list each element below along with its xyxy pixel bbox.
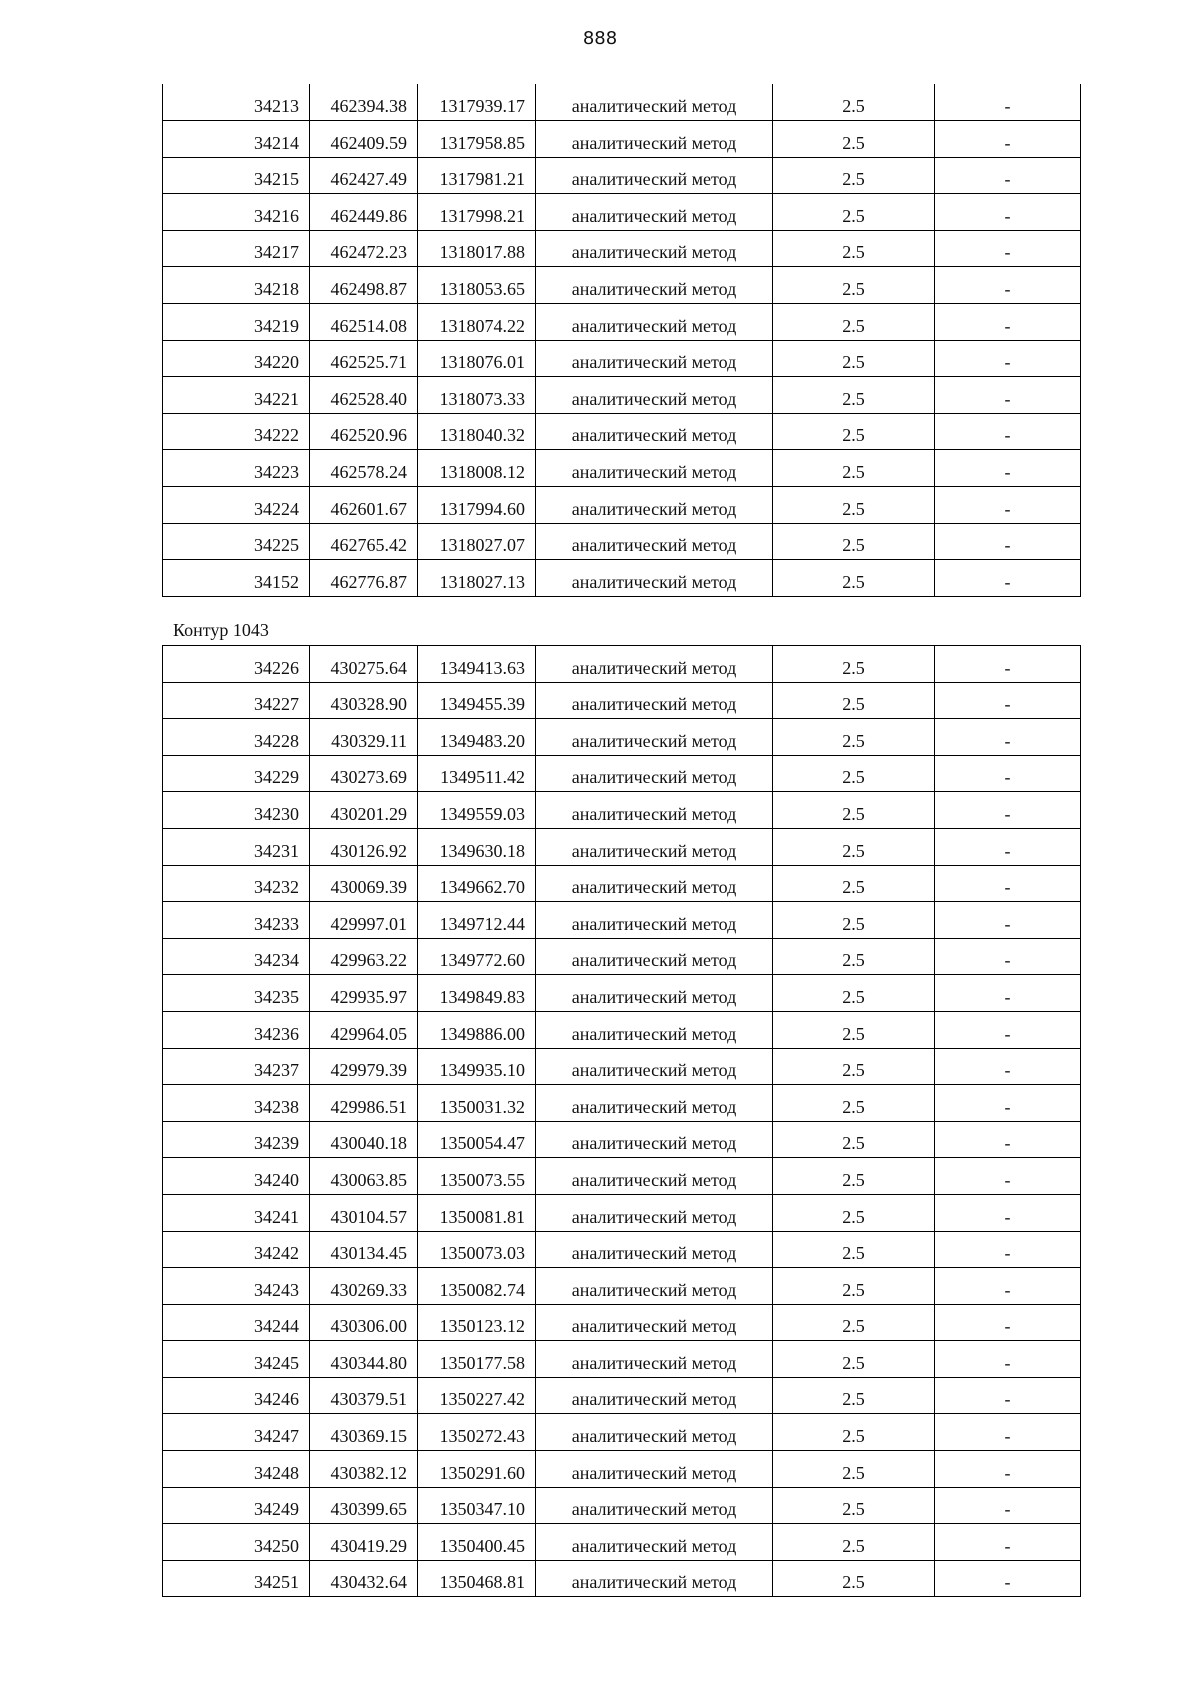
y-coordinate-cell: 1350227.42 — [418, 1377, 536, 1414]
point-number-cell: 34236 — [163, 1011, 310, 1048]
x-coordinate-cell: 430432.64 — [310, 1560, 418, 1597]
method-cell: аналитический метод — [536, 1414, 773, 1451]
method-cell: аналитический метод — [536, 1011, 773, 1048]
point-number-cell: 34238 — [163, 1085, 310, 1122]
method-cell: аналитический метод — [536, 792, 773, 829]
coordinates-table-body — [163, 84, 1081, 596]
x-coordinate-cell: 430273.69 — [310, 755, 418, 792]
method-cell: аналитический метод — [536, 682, 773, 719]
point-number-cell: 34222 — [163, 413, 310, 450]
page-number: 888 — [582, 28, 618, 49]
table-row — [163, 560, 1081, 597]
point-number-cell: 34247 — [163, 1414, 310, 1451]
table-row — [163, 902, 1081, 939]
table-row — [163, 646, 1081, 683]
table-row — [163, 121, 1081, 158]
method-cell: аналитический метод — [536, 560, 773, 597]
description-cell: - — [935, 1268, 1081, 1305]
accuracy-cell: 2.5 — [773, 755, 935, 792]
y-coordinate-cell: 1349511.42 — [418, 755, 536, 792]
description-cell: - — [935, 865, 1081, 902]
y-coordinate-cell: 1317981.21 — [418, 157, 536, 194]
description-cell: - — [935, 450, 1081, 487]
method-cell: аналитический метод — [536, 1121, 773, 1158]
x-coordinate-cell: 462514.08 — [310, 304, 418, 341]
y-coordinate-cell: 1350073.03 — [418, 1231, 536, 1268]
description-cell: - — [935, 1560, 1081, 1597]
table-row — [163, 304, 1081, 341]
description-cell: - — [935, 1121, 1081, 1158]
description-cell: - — [935, 1194, 1081, 1231]
description-cell: - — [935, 792, 1081, 829]
description-cell: - — [935, 230, 1081, 267]
x-coordinate-cell: 462498.87 — [310, 267, 418, 304]
y-coordinate-cell: 1317998.21 — [418, 194, 536, 231]
table-row — [163, 450, 1081, 487]
point-number-cell: 34244 — [163, 1304, 310, 1341]
description-cell: - — [935, 1048, 1081, 1085]
table-row — [163, 1158, 1081, 1195]
table-row — [163, 1231, 1081, 1268]
x-coordinate-cell: 430069.39 — [310, 865, 418, 902]
accuracy-cell: 2.5 — [773, 1048, 935, 1085]
description-cell: - — [935, 1451, 1081, 1488]
x-coordinate-cell: 462427.49 — [310, 157, 418, 194]
description-cell: - — [935, 377, 1081, 414]
x-coordinate-cell: 430399.65 — [310, 1487, 418, 1524]
table-row — [163, 1085, 1081, 1122]
description-cell: - — [935, 646, 1081, 683]
x-coordinate-cell: 430201.29 — [310, 792, 418, 829]
y-coordinate-cell: 1317994.60 — [418, 487, 536, 524]
description-cell: - — [935, 267, 1081, 304]
y-coordinate-cell: 1350177.58 — [418, 1341, 536, 1378]
y-coordinate-cell: 1349886.00 — [418, 1011, 536, 1048]
accuracy-cell: 2.5 — [773, 1011, 935, 1048]
point-number-cell: 34219 — [163, 304, 310, 341]
point-number-cell: 34152 — [163, 560, 310, 597]
x-coordinate-cell: 430379.51 — [310, 1377, 418, 1414]
method-cell: аналитический метод — [536, 1158, 773, 1195]
point-number-cell: 34214 — [163, 121, 310, 158]
accuracy-cell: 2.5 — [773, 523, 935, 560]
y-coordinate-cell: 1349413.63 — [418, 646, 536, 683]
y-coordinate-cell: 1349483.20 — [418, 719, 536, 756]
description-cell: - — [935, 487, 1081, 524]
y-coordinate-cell: 1318076.01 — [418, 340, 536, 377]
table-row — [163, 1304, 1081, 1341]
description-cell: - — [935, 194, 1081, 231]
table-row — [163, 1451, 1081, 1488]
method-cell: аналитический метод — [536, 1048, 773, 1085]
description-cell: - — [935, 560, 1081, 597]
method-cell: аналитический метод — [536, 84, 773, 121]
x-coordinate-cell: 462776.87 — [310, 560, 418, 597]
accuracy-cell: 2.5 — [773, 1304, 935, 1341]
x-coordinate-cell: 462449.86 — [310, 194, 418, 231]
point-number-cell: 34235 — [163, 975, 310, 1012]
table-row — [163, 975, 1081, 1012]
accuracy-cell: 2.5 — [773, 340, 935, 377]
point-number-cell: 34245 — [163, 1341, 310, 1378]
accuracy-cell: 2.5 — [773, 1414, 935, 1451]
table-row — [163, 84, 1081, 121]
x-coordinate-cell: 430063.85 — [310, 1158, 418, 1195]
accuracy-cell: 2.5 — [773, 1377, 935, 1414]
point-number-cell: 34229 — [163, 755, 310, 792]
point-number-cell: 34232 — [163, 865, 310, 902]
table-row — [163, 157, 1081, 194]
table-row — [163, 1560, 1081, 1597]
description-cell: - — [935, 413, 1081, 450]
point-number-cell: 34249 — [163, 1487, 310, 1524]
x-coordinate-cell: 430306.00 — [310, 1304, 418, 1341]
accuracy-cell: 2.5 — [773, 1341, 935, 1378]
table-row — [163, 1414, 1081, 1451]
description-cell: - — [935, 121, 1081, 158]
point-number-cell: 34220 — [163, 340, 310, 377]
accuracy-cell: 2.5 — [773, 377, 935, 414]
x-coordinate-cell: 430269.33 — [310, 1268, 418, 1305]
point-number-cell: 34221 — [163, 377, 310, 414]
description-cell: - — [935, 1011, 1081, 1048]
method-cell: аналитический метод — [536, 865, 773, 902]
accuracy-cell: 2.5 — [773, 1121, 935, 1158]
x-coordinate-cell: 429935.97 — [310, 975, 418, 1012]
y-coordinate-cell: 1350123.12 — [418, 1304, 536, 1341]
accuracy-cell: 2.5 — [773, 865, 935, 902]
accuracy-cell: 2.5 — [773, 1158, 935, 1195]
method-cell: аналитический метод — [536, 523, 773, 560]
description-cell: - — [935, 938, 1081, 975]
y-coordinate-cell: 1350272.43 — [418, 1414, 536, 1451]
accuracy-cell: 2.5 — [773, 157, 935, 194]
y-coordinate-cell: 1350031.32 — [418, 1085, 536, 1122]
accuracy-cell: 2.5 — [773, 1085, 935, 1122]
description-cell: - — [935, 1231, 1081, 1268]
table-row — [163, 1268, 1081, 1305]
method-cell: аналитический метод — [536, 194, 773, 231]
method-cell: аналитический метод — [536, 1231, 773, 1268]
x-coordinate-cell: 462472.23 — [310, 230, 418, 267]
method-cell: аналитический метод — [536, 1451, 773, 1488]
description-cell: - — [935, 1377, 1081, 1414]
x-coordinate-cell: 430104.57 — [310, 1194, 418, 1231]
point-number-cell: 34228 — [163, 719, 310, 756]
accuracy-cell: 2.5 — [773, 194, 935, 231]
x-coordinate-cell: 462578.24 — [310, 450, 418, 487]
point-number-cell: 34215 — [163, 157, 310, 194]
point-number-cell: 34234 — [163, 938, 310, 975]
accuracy-cell: 2.5 — [773, 1451, 935, 1488]
coordinates-table-body — [163, 646, 1081, 1597]
y-coordinate-cell: 1350400.45 — [418, 1524, 536, 1561]
accuracy-cell: 2.5 — [773, 938, 935, 975]
table-row — [163, 230, 1081, 267]
x-coordinate-cell: 462601.67 — [310, 487, 418, 524]
table-row — [163, 938, 1081, 975]
y-coordinate-cell: 1349559.03 — [418, 792, 536, 829]
table-row — [163, 1194, 1081, 1231]
point-number-cell: 34213 — [163, 84, 310, 121]
description-cell: - — [935, 755, 1081, 792]
point-number-cell: 34242 — [163, 1231, 310, 1268]
point-number-cell: 34216 — [163, 194, 310, 231]
table-row — [163, 487, 1081, 524]
x-coordinate-cell: 462409.59 — [310, 121, 418, 158]
method-cell: аналитический метод — [536, 157, 773, 194]
y-coordinate-cell: 1318074.22 — [418, 304, 536, 341]
y-coordinate-cell: 1350291.60 — [418, 1451, 536, 1488]
table-row — [163, 1487, 1081, 1524]
description-cell: - — [935, 902, 1081, 939]
method-cell: аналитический метод — [536, 1524, 773, 1561]
table-row — [163, 828, 1081, 865]
coordinates-table-continued — [162, 84, 1081, 597]
method-cell: аналитический метод — [536, 938, 773, 975]
accuracy-cell: 2.5 — [773, 792, 935, 829]
method-cell: аналитический метод — [536, 1194, 773, 1231]
y-coordinate-cell: 1318027.07 — [418, 523, 536, 560]
y-coordinate-cell: 1350073.55 — [418, 1158, 536, 1195]
x-coordinate-cell: 462394.38 — [310, 84, 418, 121]
y-coordinate-cell: 1349455.39 — [418, 682, 536, 719]
point-number-cell: 34233 — [163, 902, 310, 939]
description-cell: - — [935, 84, 1081, 121]
x-coordinate-cell: 430275.64 — [310, 646, 418, 683]
description-cell: - — [935, 340, 1081, 377]
description-cell: - — [935, 1158, 1081, 1195]
point-number-cell: 34226 — [163, 646, 310, 683]
y-coordinate-cell: 1317939.17 — [418, 84, 536, 121]
method-cell: аналитический метод — [536, 230, 773, 267]
description-cell: - — [935, 523, 1081, 560]
point-number-cell: 34251 — [163, 1560, 310, 1597]
description-cell: - — [935, 304, 1081, 341]
accuracy-cell: 2.5 — [773, 975, 935, 1012]
point-number-cell: 34217 — [163, 230, 310, 267]
point-number-cell: 34237 — [163, 1048, 310, 1085]
method-cell: аналитический метод — [536, 975, 773, 1012]
table-row — [163, 1121, 1081, 1158]
description-cell: - — [935, 975, 1081, 1012]
accuracy-cell: 2.5 — [773, 902, 935, 939]
table-row — [163, 792, 1081, 829]
y-coordinate-cell: 1349935.10 — [418, 1048, 536, 1085]
accuracy-cell: 2.5 — [773, 1524, 935, 1561]
description-cell: - — [935, 1341, 1081, 1378]
method-cell: аналитический метод — [536, 646, 773, 683]
contour-label: Контур 1043 — [173, 620, 269, 640]
accuracy-cell: 2.5 — [773, 450, 935, 487]
x-coordinate-cell: 430328.90 — [310, 682, 418, 719]
table-row — [163, 340, 1081, 377]
x-coordinate-cell: 430369.15 — [310, 1414, 418, 1451]
point-number-cell: 34240 — [163, 1158, 310, 1195]
table-row — [163, 194, 1081, 231]
accuracy-cell: 2.5 — [773, 560, 935, 597]
method-cell: аналитический метод — [536, 267, 773, 304]
table-row — [163, 1341, 1081, 1378]
table-row — [163, 865, 1081, 902]
y-coordinate-cell: 1318040.32 — [418, 413, 536, 450]
x-coordinate-cell: 429986.51 — [310, 1085, 418, 1122]
method-cell: аналитический метод — [536, 1268, 773, 1305]
accuracy-cell: 2.5 — [773, 1268, 935, 1305]
method-cell: аналитический метод — [536, 377, 773, 414]
x-coordinate-cell: 462520.96 — [310, 413, 418, 450]
accuracy-cell: 2.5 — [773, 267, 935, 304]
accuracy-cell: 2.5 — [773, 413, 935, 450]
description-cell: - — [935, 719, 1081, 756]
x-coordinate-cell: 430344.80 — [310, 1341, 418, 1378]
method-cell: аналитический метод — [536, 1085, 773, 1122]
method-cell: аналитический метод — [536, 828, 773, 865]
x-coordinate-cell: 429997.01 — [310, 902, 418, 939]
accuracy-cell: 2.5 — [773, 121, 935, 158]
y-coordinate-cell: 1318017.88 — [418, 230, 536, 267]
accuracy-cell: 2.5 — [773, 1231, 935, 1268]
point-number-cell: 34230 — [163, 792, 310, 829]
y-coordinate-cell: 1349772.60 — [418, 938, 536, 975]
y-coordinate-cell: 1318073.33 — [418, 377, 536, 414]
description-cell: - — [935, 682, 1081, 719]
method-cell: аналитический метод — [536, 1304, 773, 1341]
point-number-cell: 34246 — [163, 1377, 310, 1414]
method-cell: аналитический метод — [536, 719, 773, 756]
x-coordinate-cell: 430126.92 — [310, 828, 418, 865]
table-row — [163, 523, 1081, 560]
table-row — [163, 377, 1081, 414]
point-number-cell: 34224 — [163, 487, 310, 524]
accuracy-cell: 2.5 — [773, 304, 935, 341]
x-coordinate-cell: 430419.29 — [310, 1524, 418, 1561]
description-cell: - — [935, 1414, 1081, 1451]
point-number-cell: 34243 — [163, 1268, 310, 1305]
y-coordinate-cell: 1318008.12 — [418, 450, 536, 487]
table-row — [163, 1524, 1081, 1561]
y-coordinate-cell: 1350082.74 — [418, 1268, 536, 1305]
accuracy-cell: 2.5 — [773, 682, 935, 719]
point-number-cell: 34250 — [163, 1524, 310, 1561]
point-number-cell: 34239 — [163, 1121, 310, 1158]
table-row — [163, 1048, 1081, 1085]
point-number-cell: 34241 — [163, 1194, 310, 1231]
method-cell: аналитический метод — [536, 340, 773, 377]
accuracy-cell: 2.5 — [773, 487, 935, 524]
accuracy-cell: 2.5 — [773, 1560, 935, 1597]
method-cell: аналитический метод — [536, 1377, 773, 1414]
accuracy-cell: 2.5 — [773, 230, 935, 267]
coordinates-table-contour-1043 — [162, 645, 1081, 1597]
table-row — [163, 1377, 1081, 1414]
x-coordinate-cell: 429963.22 — [310, 938, 418, 975]
method-cell: аналитический метод — [536, 902, 773, 939]
table-row — [163, 413, 1081, 450]
y-coordinate-cell: 1349712.44 — [418, 902, 536, 939]
y-coordinate-cell: 1350468.81 — [418, 1560, 536, 1597]
x-coordinate-cell: 430329.11 — [310, 719, 418, 756]
method-cell: аналитический метод — [536, 413, 773, 450]
x-coordinate-cell: 462765.42 — [310, 523, 418, 560]
accuracy-cell: 2.5 — [773, 1194, 935, 1231]
table-row — [163, 755, 1081, 792]
y-coordinate-cell: 1317958.85 — [418, 121, 536, 158]
accuracy-cell: 2.5 — [773, 828, 935, 865]
description-cell: - — [935, 1487, 1081, 1524]
description-cell: - — [935, 1524, 1081, 1561]
x-coordinate-cell: 430134.45 — [310, 1231, 418, 1268]
method-cell: аналитический метод — [536, 121, 773, 158]
method-cell: аналитический метод — [536, 450, 773, 487]
method-cell: аналитический метод — [536, 304, 773, 341]
y-coordinate-cell: 1349662.70 — [418, 865, 536, 902]
point-number-cell: 34248 — [163, 1451, 310, 1488]
point-number-cell: 34223 — [163, 450, 310, 487]
y-coordinate-cell: 1349849.83 — [418, 975, 536, 1012]
point-number-cell: 34227 — [163, 682, 310, 719]
point-number-cell: 34225 — [163, 523, 310, 560]
x-coordinate-cell: 430382.12 — [310, 1451, 418, 1488]
method-cell: аналитический метод — [536, 755, 773, 792]
table-row — [163, 267, 1081, 304]
description-cell: - — [935, 828, 1081, 865]
x-coordinate-cell: 462528.40 — [310, 377, 418, 414]
point-number-cell: 34231 — [163, 828, 310, 865]
y-coordinate-cell: 1318027.13 — [418, 560, 536, 597]
y-coordinate-cell: 1349630.18 — [418, 828, 536, 865]
description-cell: - — [935, 1085, 1081, 1122]
table-row — [163, 1011, 1081, 1048]
accuracy-cell: 2.5 — [773, 1487, 935, 1524]
x-coordinate-cell: 430040.18 — [310, 1121, 418, 1158]
x-coordinate-cell: 462525.71 — [310, 340, 418, 377]
method-cell: аналитический метод — [536, 487, 773, 524]
method-cell: аналитический метод — [536, 1341, 773, 1378]
description-cell: - — [935, 1304, 1081, 1341]
y-coordinate-cell: 1350347.10 — [418, 1487, 536, 1524]
y-coordinate-cell: 1318053.65 — [418, 267, 536, 304]
accuracy-cell: 2.5 — [773, 646, 935, 683]
accuracy-cell: 2.5 — [773, 84, 935, 121]
description-cell: - — [935, 157, 1081, 194]
y-coordinate-cell: 1350054.47 — [418, 1121, 536, 1158]
x-coordinate-cell: 429979.39 — [310, 1048, 418, 1085]
method-cell: аналитический метод — [536, 1560, 773, 1597]
x-coordinate-cell: 429964.05 — [310, 1011, 418, 1048]
table-row — [163, 682, 1081, 719]
table-row — [163, 719, 1081, 756]
accuracy-cell: 2.5 — [773, 719, 935, 756]
y-coordinate-cell: 1350081.81 — [418, 1194, 536, 1231]
point-number-cell: 34218 — [163, 267, 310, 304]
method-cell: аналитический метод — [536, 1487, 773, 1524]
